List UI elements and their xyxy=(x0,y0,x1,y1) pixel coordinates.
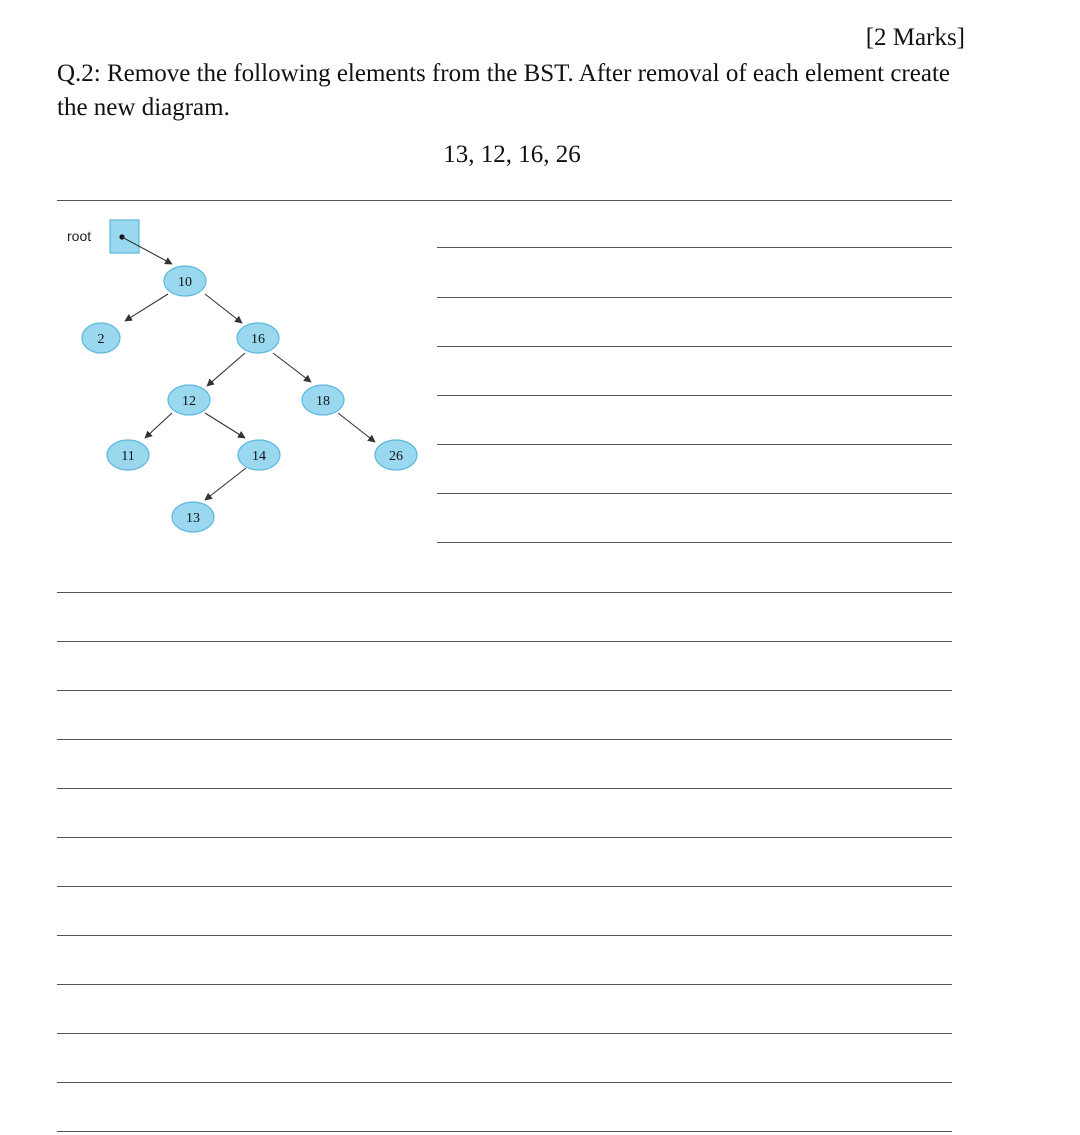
edge-16-18 xyxy=(273,353,311,382)
bst-node-26 xyxy=(375,440,417,470)
bst-node-16 xyxy=(237,323,279,353)
edge-10-16 xyxy=(205,294,242,323)
answer-line xyxy=(57,886,952,887)
edge-18-26 xyxy=(338,413,375,442)
edge-12-14 xyxy=(205,413,245,438)
answer-line xyxy=(57,837,952,838)
answer-line xyxy=(57,1131,952,1132)
bst-node-10 xyxy=(164,266,206,296)
bst-node-14 xyxy=(238,440,280,470)
edge-12-11 xyxy=(145,413,172,438)
answer-line xyxy=(437,346,952,347)
svg-text:11: 11 xyxy=(121,449,135,464)
question-text: Q.2: Remove the following elements from the BST. After removal of each element create the new diagram. xyxy=(57,60,950,121)
svg-text:26: 26 xyxy=(389,449,403,464)
root-label: root xyxy=(67,228,92,244)
answer-line xyxy=(57,592,952,593)
answer-line xyxy=(57,935,952,936)
svg-text:18: 18 xyxy=(316,394,330,409)
answer-line xyxy=(437,297,952,298)
answer-line xyxy=(57,1082,952,1083)
edge-10-2 xyxy=(125,294,168,321)
answer-line xyxy=(437,493,952,494)
answer-line xyxy=(57,200,952,201)
edge-14-13 xyxy=(205,468,246,500)
svg-text:13: 13 xyxy=(186,511,200,526)
elements-to-remove: 13, 12, 16, 26 xyxy=(443,141,581,168)
answer-line xyxy=(57,690,952,691)
svg-text:16: 16 xyxy=(251,332,265,347)
answer-line xyxy=(57,788,952,789)
answer-line xyxy=(437,395,952,396)
answer-line xyxy=(57,984,952,985)
bst-node-18 xyxy=(302,385,344,415)
edge-16-12 xyxy=(207,353,245,386)
answer-line xyxy=(437,542,952,543)
bst-node-13 xyxy=(172,502,214,532)
svg-text:12: 12 xyxy=(182,394,196,409)
answer-line xyxy=(437,444,952,445)
bst-node-11 xyxy=(107,440,149,470)
marks-label: [2 Marks] xyxy=(865,24,965,51)
answer-line xyxy=(57,641,952,642)
svg-text:2: 2 xyxy=(97,332,105,347)
bst-node-2 xyxy=(82,323,120,353)
svg-text:14: 14 xyxy=(252,449,266,464)
answer-line xyxy=(57,739,952,740)
answer-line xyxy=(437,247,952,248)
answer-line xyxy=(57,1033,952,1034)
bst-diagram xyxy=(55,210,425,545)
svg-text:10: 10 xyxy=(178,275,192,290)
bst-node-12 xyxy=(168,385,210,415)
